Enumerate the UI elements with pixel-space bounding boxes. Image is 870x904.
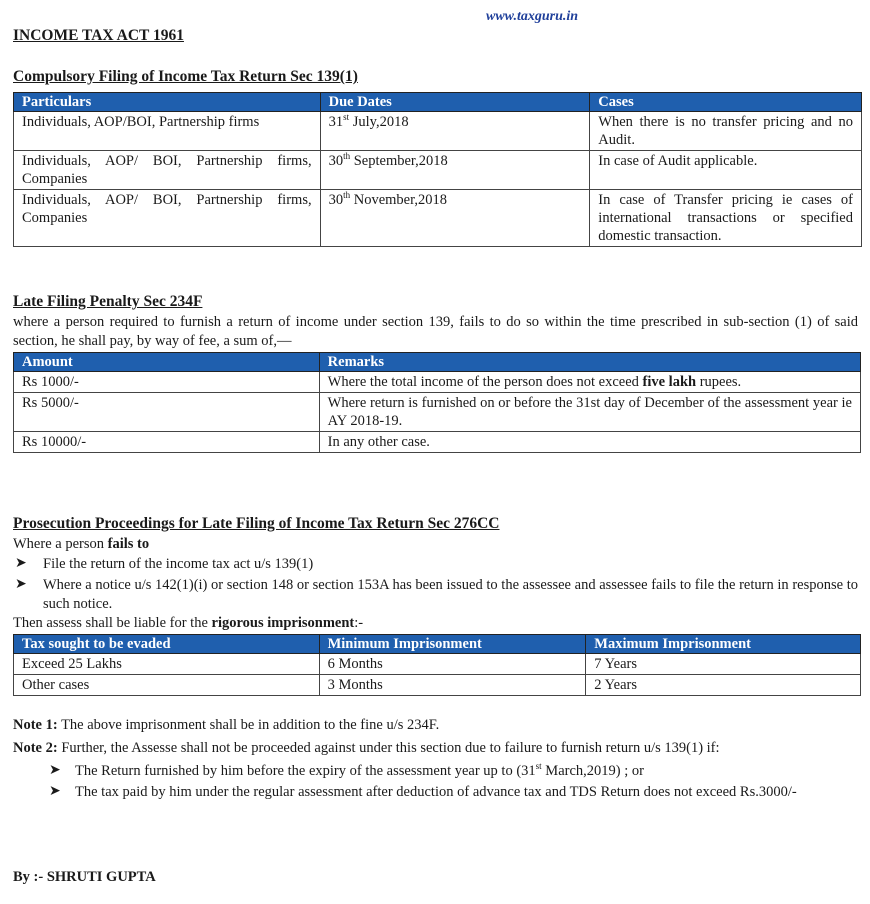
due-date-cell: 30th November,2018 <box>320 190 590 247</box>
table-row <box>14 654 861 675</box>
amount-cell: Rs 10000/- <box>14 432 320 453</box>
section1-heading: Compulsory Filing of Income Tax Return Sec 139(1) <box>13 68 358 85</box>
site-watermark: www.taxguru.in <box>486 9 579 24</box>
note-2: Note 2: Further, the Assesse shall not be proceeded against under this section due to failure to furnish return u/s 139(1) if: <box>13 740 720 756</box>
table-header-row <box>14 93 862 112</box>
penalty-table <box>13 352 861 453</box>
tax-cell: Other cases <box>14 675 320 696</box>
arrow-bullet-icon: ➤ <box>15 556 27 571</box>
table-row <box>14 372 861 393</box>
column-header: Amount <box>14 353 320 372</box>
table-row <box>14 675 861 696</box>
imprisonment-table <box>13 634 861 696</box>
table-header-row <box>14 635 861 654</box>
section3-lead: Where a person fails to <box>13 536 150 552</box>
max-cell: 7 Years <box>586 654 861 675</box>
amount-cell: Rs 1000/- <box>14 372 320 393</box>
arrow-bullet-icon: ➤ <box>15 577 27 592</box>
due-date-cell: 30th September,2018 <box>320 151 590 190</box>
imprisonment-lead: Then assess shall be liable for the rigorous imprisonment:- <box>13 615 364 631</box>
table-row <box>14 393 861 432</box>
list-item: The Return furnished by him before the expiry of the assessment year up to (31st March,2019) ; or <box>75 761 644 779</box>
author-byline: By :- SHRUTI GUPTA <box>13 869 156 885</box>
due-dates-table <box>13 92 862 247</box>
column-header: Tax sought to be evaded <box>14 635 320 654</box>
column-header: Due Dates <box>320 93 590 112</box>
table-header-row <box>14 353 861 372</box>
column-header: Remarks <box>319 353 860 372</box>
cases-cell: In case of Audit applicable. <box>590 151 862 190</box>
column-header: Cases <box>590 93 862 112</box>
list-item: Where a notice u/s 142(1)(i) or section 148 or section 153A has been issued to the assessee and assessee fails to file the return in response to such notice. <box>43 577 858 612</box>
min-cell: 3 Months <box>319 675 586 696</box>
table-row <box>14 112 862 151</box>
column-header: Minimum Imprisonment <box>319 635 586 654</box>
cases-cell: When there is no transfer pricing and no Audit. <box>590 112 862 151</box>
cases-cell: In case of Transfer pricing ie cases of international transactions or specified domestic transaction. <box>590 190 862 247</box>
column-header: Maximum Imprisonment <box>586 635 861 654</box>
particulars-cell: Individuals, AOP/BOI, Partnership firms <box>14 112 321 151</box>
table-row <box>14 190 862 247</box>
remarks-cell: Where the total income of the person does not exceed five lakh rupees. <box>319 372 860 393</box>
section2-heading: Late Filing Penalty Sec 234F <box>13 293 203 310</box>
column-header: Particulars <box>14 93 321 112</box>
amount-cell: Rs 5000/- <box>14 393 320 432</box>
max-cell: 2 Years <box>586 675 861 696</box>
remarks-cell: Where return is furnished on or before the 31st day of December of the assessment year ie AY 2018-19. <box>319 393 860 432</box>
arrow-bullet-icon: ➤ <box>49 784 61 799</box>
document-title: INCOME TAX ACT 1961 <box>13 27 184 44</box>
table-row <box>14 151 862 190</box>
list-item: The tax paid by him under the regular assessment after deduction of advance tax and TDS Return does not exceed Rs.3000/- <box>75 784 797 800</box>
particulars-cell: Individuals, AOP/ BOI, Partnership firms, Companies <box>14 151 321 190</box>
tax-cell: Exceed 25 Lakhs <box>14 654 320 675</box>
section3-heading: Prosecution Proceedings for Late Filing of Income Tax Return Sec 276CC <box>13 515 500 532</box>
note-1: Note 1: The above imprisonment shall be in addition to the fine u/s 234F. <box>13 717 440 733</box>
list-item: File the return of the income tax act u/s 139(1) <box>43 556 314 572</box>
remarks-cell: In any other case. <box>319 432 860 453</box>
section2-intro: where a person required to furnish a return of income under section 139, fails to do so within the time prescribed in sub-section (1) of said section, he shall pay, by way of fee, a sum of,— <box>13 314 858 349</box>
arrow-bullet-icon: ➤ <box>49 763 61 778</box>
due-date-cell: 31st July,2018 <box>320 112 590 151</box>
min-cell: 6 Months <box>319 654 586 675</box>
particulars-cell: Individuals, AOP/ BOI, Partnership firms, Companies <box>14 190 321 247</box>
table-row <box>14 432 861 453</box>
